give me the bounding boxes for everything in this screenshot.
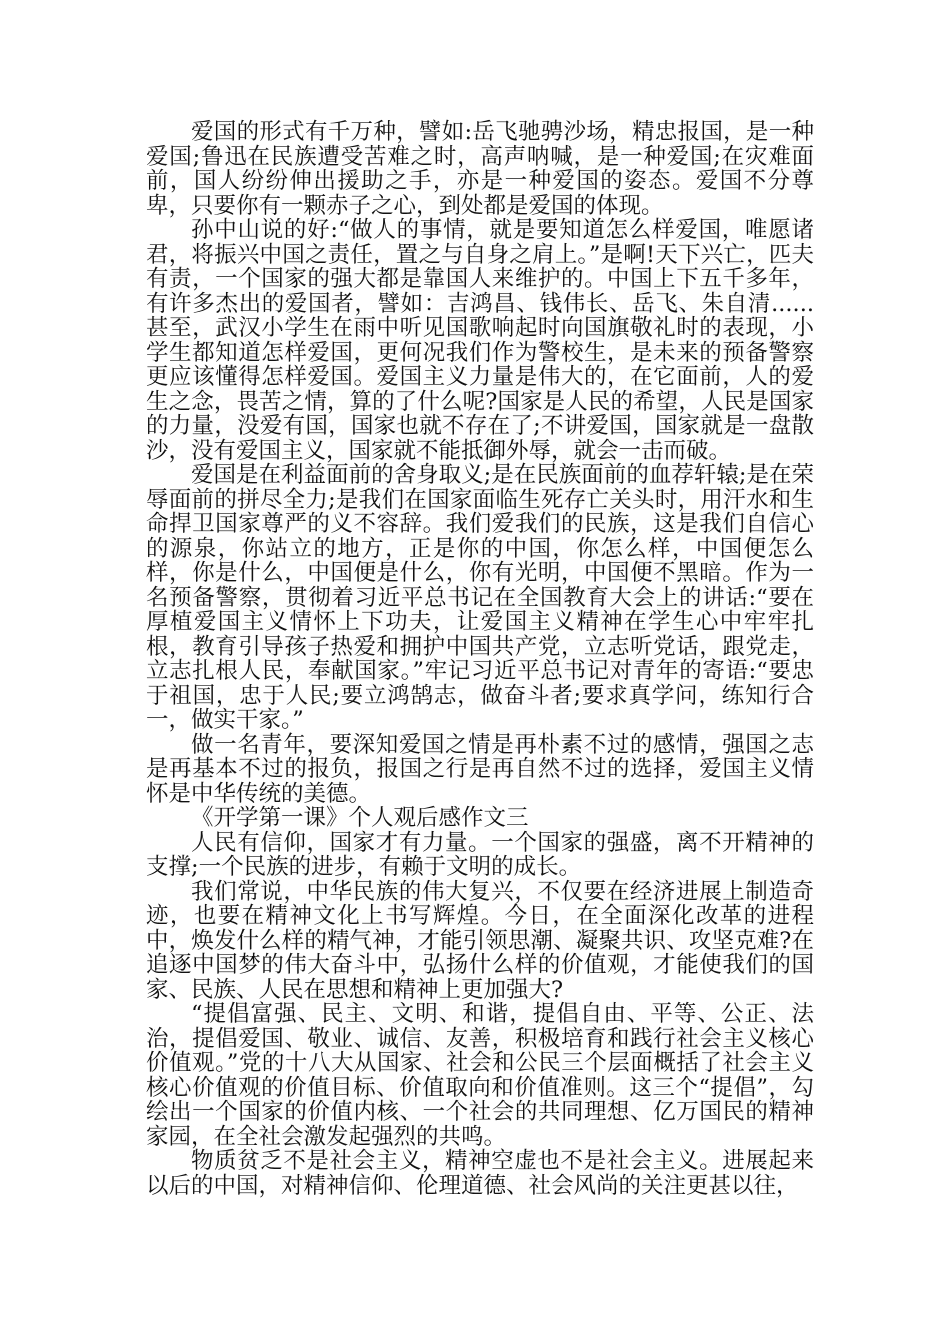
paragraph-sun-yatsen-quote: 孙中山说的好:“做人的事情，就是要知道怎么样爱国，唯愿诸君，将振兴中国之责任，置之与自身之肩上。”是啊!天下兴亡，匹夫有责，一个国家的强大都是靠国人来维护的。中国上下五千多年，有许多杰出的爱国者，譬如：吉鸿昌、钱伟长、岳飞、朱自清......甚至，武汉小学生在雨中听见国歌响起时向国旗敬礼时的表现，小学生都知道怎样爱国，更何况我们作为警校生，是未来的预备警察更应该懂得怎样爱国。爱国主义力量是伟大的，在它面前，人的爱生之念，畏苦之情，算的了什么呢?国家是人民的希望，人民是国家的力量，没爱有国，国家也就不存在了;不讲爱国，国家就是一盘散沙，没有爱国主义，国家就不能抵御外辱，就会一击而破。 [146,217,814,464]
document-body [146,120,814,1198]
paragraph-core-values: “提倡富强、民主、文明、和谐，提倡自由、平等、公正、法治，提倡爱国、敬业、诚信、友善，积极培育和践行社会主义核心价值观。”党的十八大从国家、社会和公民三个层面概括了社会主义核心价值观的价值目标、价值取向和价值准则。这三个“提倡”，勾绘出一个国家的价值内核、一个社会的共同理想、亿万国民的精神家园，在全社会激发起强烈的共鸣。 [146,1001,814,1150]
paragraph-patriotism-forms: 爱国的形式有千万种，譬如:岳飞驰骋沙场，精忠报国，是一种爱国;鲁迅在民族遭受苦难之时，高声呐喊，是一种爱国;在灾难面前，国人纷纷伸出援助之手，亦是一种爱国的姿态。爱国不分尊卑，只要你有一颗赤子之心，到处都是爱国的体现。 [146,119,814,219]
paragraph-national-rejuvenation: 我们常说，中华民族的伟大复兴，不仅要在经济进展上制造奇迹，也要在精神文化上书写辉煌。今日，在全面深化改革的进程中，焕发什么样的精气神，才能引领思潮、凝聚共识、攻坚克难?在追逐中国梦的伟大奋斗中，弘扬什么样的价值观，才能使我们的国家、民族、人民在思想和精神上更加强大? [146,878,814,1003]
paragraph-faith-strength: 人民有信仰，国家才有力量。一个国家的强盛，离不开精神的支撑;一个民族的进步，有赖于文明的成长。 [146,829,814,880]
paragraph-spiritual-pursuit: 物质贫乏不是社会主义，精神空虚也不是社会主义。进展起来以后的中国，对精神信仰、伦理道德、社会风尚的关注更甚以往， [146,1148,814,1199]
paragraph-patriotism-sacrifice: 爱国是在利益面前的舍身取义;是在民族面前的血荐轩辕;是在荣辱面前的拼尽全力;是我们在国家面临生死存亡关头时，用汗水和生命捍卫国家尊严的义不容辞。我们爱我们的民族，这是我们自信心的源泉，你站立的地方，正是你的中国，你怎么样，中国便怎么样，你是什么，中国便是什么，你有光明，中国便不黑暗。作为一名预备警察，贯彻着习近平总书记在全国教育大会上的讲话:“要在厚植爱国主义情怀上下功夫，让爱国主义精神在学生心中牢牢扎根，教育引导孩子热爱和拥护中国共产党，立志听党话，跟党走，立志扎根人民，奉献国家。”牢记习近平总书记对青年的寄语:“要忠于祖国，忠于人民;要立鸿鹄志，做奋斗者;要求真学问，练知行合一，做实干家。” [146,462,814,733]
section-heading: 《开学第一课》个人观后感作文三 [191,805,529,831]
paragraph-youth-duty: 做一名青年，要深知爱国之情是再朴素不过的感情，强国之志是再基本不过的报负，报国之行是再自然不过的选择，爱国主义情怀是中华传统的美德。 [146,731,814,807]
